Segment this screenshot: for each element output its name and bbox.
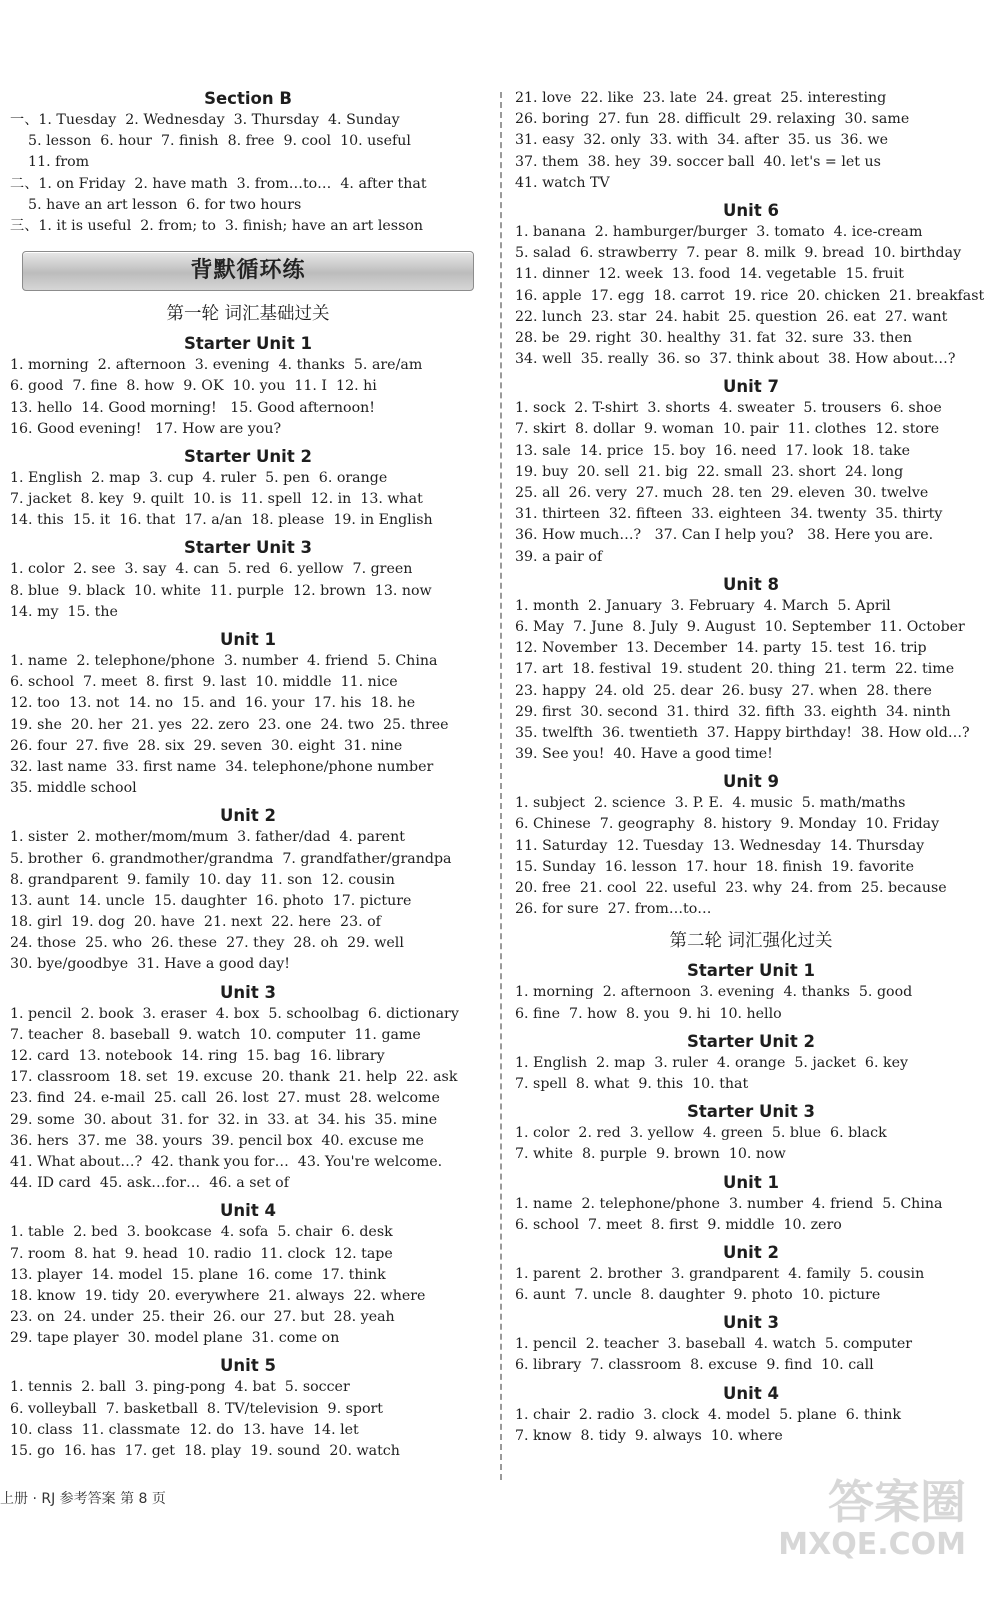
answer-line: 15. Sunday 16. lesson 17. hour 18. finish 19. favorite: [515, 858, 915, 875]
answer-line: 41. watch TV: [515, 174, 610, 191]
answer-line: 5. brother 6. grandmother/grandma 7. grandfather/grandpa: [10, 850, 452, 867]
unit-heading: Unit 2: [220, 806, 276, 826]
unit-heading: Unit 8: [723, 574, 779, 594]
answer-line: 1. banana 2. hamburger/burger 3. tomato 4. ice-cream: [515, 223, 923, 240]
answer-line: 26. four 27. five 28. six 29. seven 30. eight 31. nine: [10, 737, 403, 754]
right-unit-groups-a: [515, 200, 987, 920]
answer-line: 1. English 2. map 3. ruler 4. orange 5. jacket 6. key: [515, 1054, 908, 1071]
unit-heading: Starter Unit 1: [687, 961, 815, 981]
column-divider: [500, 92, 502, 1480]
answer-line: 1. chair 2. radio 3. clock 4. model 5. plane 6. think: [515, 1406, 901, 1423]
answer-line: 1. pencil 2. teacher 3. baseball 4. watch 5. computer: [515, 1336, 913, 1353]
answer-line: 1. name 2. telephone/phone 3. number 4. friend 5. China: [515, 1195, 943, 1212]
answer-line: 26. for sure 27. from…to…: [515, 901, 712, 918]
answer-line: 35. twelfth 36. twentieth 37. Happy birthday! 38. How old…?: [515, 724, 970, 741]
unit-heading: Unit 2: [723, 1242, 779, 1262]
answer-line: 17. art 18. festival 19. student 20. thing 21. term 22. time: [515, 661, 955, 678]
banner-title: 背默循环练: [22, 251, 474, 291]
answer-line: 30. bye/goodbye 31. Have a good day!: [10, 956, 290, 973]
unit-heading: Unit 7: [723, 377, 779, 397]
unit-heading: Starter Unit 1: [184, 334, 312, 354]
answer-line: 31. thirteen 32. fifteen 33. eighteen 34. twenty 35. thirty: [515, 506, 943, 523]
watermark-logo: 答案圈 MXQE.COM: [778, 1475, 966, 1562]
answer-line: 6. aunt 7. uncle 8. daughter 9. photo 10. picture: [515, 1287, 881, 1304]
answer-line: 22. lunch 23. star 24. habit 25. question 26. eat 27. want: [515, 308, 948, 325]
answer-line: 35. middle school: [10, 780, 137, 797]
unit-heading: Unit 4: [723, 1383, 779, 1403]
answer-line: 7. room 8. hat 9. head 10. radio 11. clock 12. tape: [10, 1245, 393, 1262]
answer-line: 7. jacket 8. key 9. quilt 10. is 11. spell 12. in 13. what: [10, 491, 423, 508]
right-unit-groups-b: [515, 960, 987, 1447]
page-footer: 上册 · RJ 参考答案 第 8 页: [0, 1491, 166, 1507]
answer-line: 二、1. on Friday 2. have math 3. from…to… 4. after that: [10, 175, 427, 192]
answer-line: 8. grandparent 9. family 10. day 11. son 12. cousin: [10, 871, 395, 888]
unit-heading: Starter Unit 2: [687, 1031, 815, 1051]
answer-line: 6. fine 7. how 8. you 9. hi 10. hello: [515, 1005, 782, 1022]
unit-heading: Starter Unit 3: [687, 1102, 815, 1122]
answer-line: 7. white 8. purple 9. brown 10. now: [515, 1146, 786, 1163]
answer-line: 16. Good evening! 17. How are you?: [10, 420, 282, 437]
right-column: [515, 88, 987, 1447]
round1-title: 第一轮 词汇基础过关: [166, 304, 330, 325]
answer-line: 29. some 30. about 31. for 32. in 33. at 34. his 35. mine: [10, 1111, 438, 1128]
unit-heading: Unit 1: [220, 630, 276, 649]
unit-heading: Unit 3: [723, 1313, 779, 1333]
unit-heading: Unit 6: [723, 200, 779, 220]
answer-line: 14. my 15. the: [10, 603, 118, 620]
unit-heading: Unit 5: [220, 1356, 276, 1376]
answer-line: 32. last name 33. first name 34. telephone/phone number: [10, 758, 434, 775]
answer-line: 5. salad 6. strawberry 7. pear 8. milk 9. bread 10. birthday: [515, 245, 962, 262]
answer-line: 26. boring 27. fun 28. difficult 29. relaxing 30. same: [515, 111, 910, 128]
answer-line: 31. easy 32. only 33. with 34. after 35. us 36. we: [515, 132, 888, 149]
answer-line: 1. color 2. red 3. yellow 4. green 5. blue 6. black: [515, 1125, 887, 1142]
answer-line: 41. What about…? 42. thank you for… 43. You're welcome.: [10, 1153, 443, 1170]
answer-line: 13. hello 14. Good morning! 15. Good afternoon!: [10, 399, 375, 416]
answer-line: 20. free 21. cool 22. useful 23. why 24. from 25. because: [515, 880, 947, 896]
answer-line: 17. classroom 18. set 19. excuse 20. thank 21. help 22. ask: [10, 1069, 458, 1086]
answer-line: 19. buy 20. sell 21. big 22. small 23. short 24. long: [515, 463, 904, 480]
round2-title: 第二轮 词汇强化过关: [669, 931, 833, 952]
answer-line: 19. she 20. her 21. yes 22. zero 23. one 24. two 25. three: [10, 716, 449, 733]
answer-line: 6. library 7. classroom 8. excuse 9. find 10. call: [515, 1357, 874, 1374]
answer-line: 7. skirt 8. dollar 9. woman 10. pair 11. clothes 12. store: [515, 421, 940, 438]
answer-line: 1. sister 2. mother/mom/mum 3. father/dad 4. parent: [10, 829, 405, 846]
answer-line: 11. dinner 12. week 13. food 14. vegetable 15. fruit: [515, 266, 904, 283]
unit-heading: Unit 4: [220, 1201, 276, 1221]
answer-line: 16. apple 17. egg 18. carrot 19. rice 20. chicken 21. breakfast: [515, 287, 985, 304]
answer-line: 13. player 14. model 15. plane 16. come 17. think: [10, 1266, 386, 1283]
answer-line: 1. subject 2. science 3. P. E. 4. music 5. math/maths: [515, 795, 906, 812]
answer-line: 1. English 2. map 3. cup 4. ruler 5. pen 6. orange: [10, 469, 388, 486]
answer-line: 29. tape player 30. model plane 31. come on: [10, 1330, 340, 1347]
answer-line: 34. well 35. really 36. so 37. think about 38. How about…?: [515, 351, 956, 368]
answer-line: 一、1. Tuesday 2. Wednesday 3. Thursday 4. Sunday: [10, 112, 400, 128]
answer-line: 39. See you! 40. Have a good time!: [515, 746, 773, 763]
answer-line: 11. from: [10, 154, 90, 171]
answer-line: 1. morning 2. afternoon 3. evening 4. thanks 5. are/am: [10, 357, 423, 374]
unit5-continued-lines: [515, 88, 987, 194]
answer-line: 7. spell 8. what 9. this 10. that: [515, 1075, 749, 1092]
answer-line: 37. them 38. hey 39. soccer ball 40. let's = let us: [515, 153, 881, 170]
answer-line: 5. have an art lesson 6. for two hours: [10, 196, 302, 213]
answer-line: 36. How much…? 37. Can I help you? 38. Here you are.: [515, 527, 934, 544]
answer-line: 21. love 22. like 23. late 24. great 25. interesting: [515, 90, 887, 106]
answer-line: 7. teacher 8. baseball 9. watch 10. computer 11. game: [10, 1026, 421, 1043]
answer-line: 1. name 2. telephone/phone 3. number 4. friend 5. China: [10, 653, 438, 669]
answer-line: 18. girl 19. dog 20. have 21. next 22. here 23. of: [10, 914, 381, 931]
answer-line: 1. pencil 2. book 3. eraser 4. box 5. schoolbag 6. dictionary: [10, 1005, 459, 1022]
answer-line: 5. lesson 6. hour 7. finish 8. free 9. cool 10. useful: [10, 133, 411, 150]
answer-line: 10. class 11. classmate 12. do 13. have 14. let: [10, 1421, 359, 1438]
left-column: [10, 88, 486, 1462]
answer-line: 1. parent 2. brother 3. grandparent 4. family 5. cousin: [515, 1265, 925, 1282]
left-unit-groups: [10, 333, 486, 1462]
answer-line: 6. school 7. meet 8. first 9. middle 10. zero: [515, 1216, 842, 1233]
answer-line: 23. on 24. under 25. their 26. our 27. but 28. yeah: [10, 1309, 395, 1326]
answer-line: 36. hers 37. me 38. yours 39. pencil box 40. excuse me: [10, 1132, 424, 1149]
answer-line: 13. sale 14. price 15. boy 16. need 17. look 18. take: [515, 442, 910, 459]
answer-line: 1. tennis 2. ball 3. ping-pong 4. bat 5. soccer: [10, 1379, 350, 1396]
section-b-heading: Section B: [204, 89, 292, 108]
answer-line: 6. Chinese 7. geography 8. history 9. Monday 10. Friday: [515, 816, 940, 833]
unit-heading: Starter Unit 2: [184, 446, 312, 466]
answer-line: 18. know 19. tidy 20. everywhere 21. always 22. where: [10, 1287, 426, 1304]
answer-line: 12. too 13. not 14. no 15. and 16. your 17. his 18. he: [10, 695, 416, 712]
answer-line: 13. aunt 14. uncle 15. daughter 16. photo 17. picture: [10, 892, 412, 909]
answer-line: 12. November 13. December 14. party 15. test 16. trip: [515, 640, 927, 657]
answer-line: 25. all 26. very 27. much 28. ten 29. eleven 30. twelve: [515, 485, 929, 501]
answer-line: 1. sock 2. T-shirt 3. shorts 4. sweater 5. trousers 6. shoe: [515, 400, 942, 417]
answer-line: 11. Saturday 12. Tuesday 13. Wednesday 14. Thursday: [515, 837, 925, 854]
answer-line: 14. this 15. it 16. that 17. a/an 18. please 19. in English: [10, 512, 433, 529]
answer-line: 6. volleyball 7. basketball 8. TV/television 9. sport: [10, 1400, 383, 1417]
unit-heading: Unit 9: [723, 772, 779, 792]
answer-line: 6. school 7. meet 8. first 9. last 10. middle 11. nice: [10, 674, 398, 691]
answer-line: 29. first 30. second 31. third 32. fifth 33. eighth 34. ninth: [515, 703, 951, 720]
answer-line: 23. find 24. e-mail 25. call 26. lost 27. must 28. welcome: [10, 1090, 440, 1107]
answer-line: 23. happy 24. old 25. dear 26. busy 27. when 28. there: [515, 682, 932, 699]
answer-line: 24. those 25. who 26. these 27. they 28. oh 29. well: [10, 935, 404, 952]
answer-line: 39. a pair of: [515, 548, 603, 565]
answer-line: 12. card 13. notebook 14. ring 15. bag 16. library: [10, 1048, 385, 1064]
section-b-lines: [10, 110, 486, 237]
answer-line: 44. ID card 45. ask…for… 46. a set of: [10, 1175, 289, 1192]
answer-line: 1. month 2. January 3. February 4. March 5. April: [515, 597, 891, 614]
answer-line: 1. table 2. bed 3. bookcase 4. sofa 5. chair 6. desk: [10, 1224, 393, 1241]
unit-heading: Unit 1: [723, 1172, 779, 1192]
answer-line: 6. good 7. fine 8. how 9. OK 10. you 11. I 12. hi: [10, 378, 377, 395]
answer-line: 15. go 16. has 17. get 18. play 19. sound 20. watch: [10, 1443, 400, 1459]
answer-line: 6. May 7. June 8. July 9. August 10. September 11. October: [515, 618, 965, 635]
unit-heading: Unit 3: [220, 982, 276, 1002]
answer-line: 28. be 29. right 30. healthy 31. fat 32. sure 33. then: [515, 329, 913, 346]
unit-heading: Starter Unit 3: [184, 538, 312, 558]
answer-line: 8. blue 9. black 10. white 11. purple 12. brown 13. now: [10, 582, 432, 599]
answer-line: 1. morning 2. afternoon 3. evening 4. thanks 5. good: [515, 984, 913, 1001]
answer-line: 1. color 2. see 3. say 4. can 5. red 6. yellow 7. green: [10, 561, 413, 578]
answer-line: 7. know 8. tidy 9. always 10. where: [515, 1427, 783, 1444]
answer-line: 三、1. it is useful 2. from; to 3. finish; have an art lesson: [10, 217, 424, 234]
